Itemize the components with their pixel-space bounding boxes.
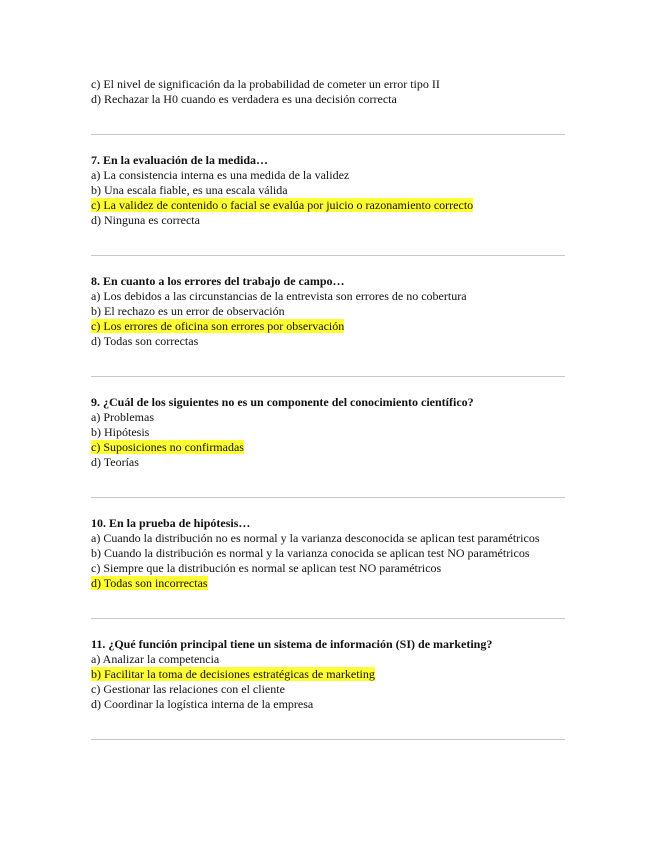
question-title: 10. En la prueba de hipótesis…	[91, 516, 251, 530]
answer-option: a) La consistencia interna es una medida de la validez	[91, 168, 350, 182]
answer-option: a) Problemas	[91, 410, 154, 424]
answer-option: a) Cuando la distribución no es normal y la varianza desconocida se aplican test paramétricos	[91, 531, 540, 545]
answer-option: a) Los debidos a las circunstancias de la entrevista son errores de no cobertura	[91, 289, 467, 303]
answer-option: b) Cuando la distribución es normal y la varianza conocida se aplican test NO paramétricos	[91, 546, 530, 560]
answer-option: d) Coordinar la logística interna de la empresa	[91, 697, 314, 711]
question-11	[91, 637, 565, 712]
answer-option: b) El rechazo es un error de observación	[91, 304, 285, 318]
answer-option: c) Siempre que la distribución es normal se aplican test NO paramétricos	[91, 561, 442, 575]
question-title: 8. En cuanto a los errores del trabajo de campo…	[91, 274, 345, 288]
correct-answer-option: c) Suposiciones no confirmadas	[91, 440, 244, 454]
answer-option: c) El nivel de significación da la probabilidad de cometer un error tipo II	[91, 77, 440, 91]
correct-answer-option: c) La validez de contenido o facial se evalúa por juicio o razonamiento correcto	[91, 198, 474, 212]
question-10	[91, 516, 565, 591]
answer-option: d) Ninguna es correcta	[91, 213, 200, 227]
question-9	[91, 395, 565, 470]
answer-option: d) Teorías	[91, 455, 139, 469]
answer-option: d) Rechazar la H0 cuando es verdadera es una decisión correcta	[91, 92, 397, 106]
question-8	[91, 274, 565, 349]
question-title: 9. ¿Cuál de los siguientes no es un componente del conocimiento científico?	[91, 395, 474, 409]
correct-answer-option: b) Facilitar la toma de decisiones estratégicas de marketing	[91, 667, 375, 681]
correct-answer-option: d) Todas son incorrectas	[91, 576, 208, 590]
answer-option: d) Todas son correctas	[91, 334, 199, 348]
answer-option: a) Analizar la competencia	[91, 652, 220, 666]
answer-option: b) Hipótesis	[91, 425, 150, 439]
question-title: 11. ¿Qué función principal tiene un sistema de información (SI) de marketing?	[91, 637, 493, 651]
answer-option: c) Gestionar las relaciones con el cliente	[91, 682, 285, 696]
correct-answer-option: c) Los errores de oficina son errores por observación	[91, 319, 345, 333]
document-page	[91, 77, 565, 740]
question-7	[91, 153, 565, 228]
previous-question-options	[91, 77, 565, 107]
question-title: 7. En la evaluación de la medida…	[91, 153, 269, 167]
section-divider	[91, 739, 565, 740]
answer-option: b) Una escala fiable, es una escala válida	[91, 183, 288, 197]
